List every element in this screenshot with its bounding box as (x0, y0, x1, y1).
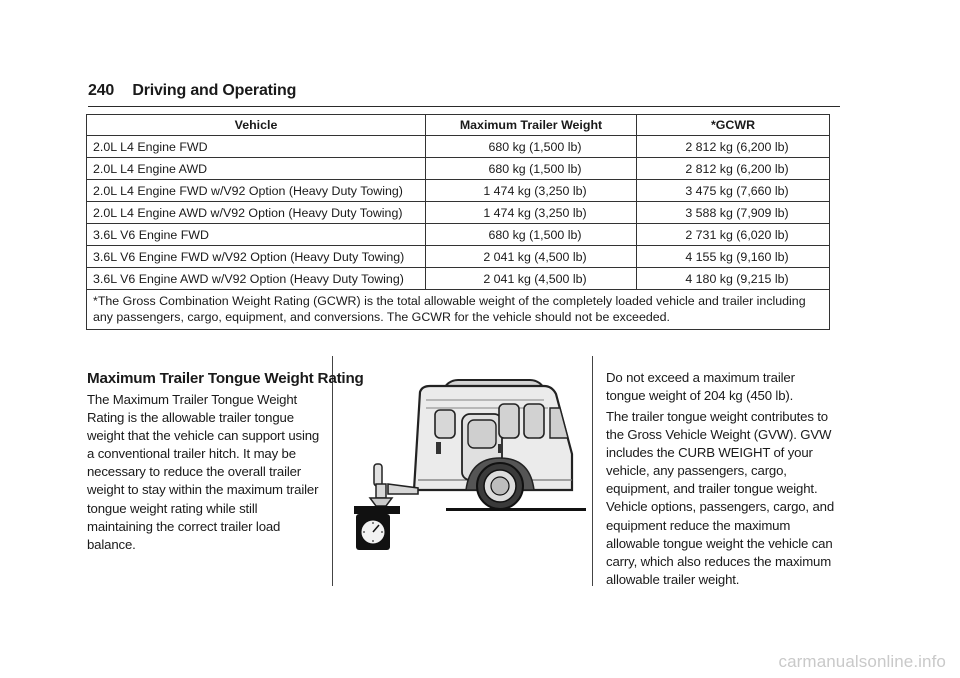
cell-vehicle: 3.6L V6 Engine FWD w/V92 Option (Heavy Duty Towing) (87, 246, 426, 268)
cell-gcwr: 3 475 kg (7,660 lb) (637, 180, 830, 202)
cell-max-trailer-weight: 2 041 kg (4,500 lb) (426, 268, 637, 290)
column-divider-left (332, 356, 333, 586)
section-title-header: Driving and Operating (132, 82, 297, 99)
cell-max-trailer-weight: 2 041 kg (4,500 lb) (426, 246, 637, 268)
table-row (87, 224, 830, 246)
cell-gcwr: 2 731 kg (6,020 lb) (637, 224, 830, 246)
table-row (87, 136, 830, 158)
cell-max-trailer-weight: 1 474 kg (3,250 lb) (426, 202, 637, 224)
right-column-paragraph-1: Do not exceed a maximum trailer tongue weight of 204 kg (450 lb). (606, 370, 795, 404)
trailer-weight-table (86, 114, 830, 330)
cell-gcwr: 4 180 kg (9,215 lb) (637, 268, 830, 290)
page-header (88, 82, 840, 107)
table-row (87, 246, 830, 268)
watermark: carmanualsonline.info (778, 652, 946, 671)
right-column-paragraph-2: The trailer tongue weight contributes to the Gross Vehicle Weight (GVW). GVW includes the CURB WEIGHT of your vehicle, any passengers, cargo, equipment, and trailer tongue weight. Vehicle options, passengers, cargo, and equipment reduce the maximum allowable tongue weight the vehicle can carry, which also reduces the maximum allowable trailer weight. (606, 409, 835, 587)
page-number: 240 (88, 82, 115, 99)
col-vehicle-header: Vehicle (87, 115, 426, 136)
cell-max-trailer-weight: 1 474 kg (3,250 lb) (426, 180, 637, 202)
column-divider-right (592, 356, 593, 586)
table-header-row (87, 115, 830, 136)
trailer-tongue-scale-icon (346, 372, 586, 562)
cell-vehicle: 2.0L L4 Engine AWD w/V92 Option (Heavy Duty Towing) (87, 202, 426, 224)
cell-gcwr: 3 588 kg (7,909 lb) (637, 202, 830, 224)
table-row (87, 202, 830, 224)
cell-gcwr: 2 812 kg (6,200 lb) (637, 158, 830, 180)
col-gcwr-header: *GCWR (637, 115, 830, 136)
cell-max-trailer-weight: 680 kg (1,500 lb) (426, 158, 637, 180)
cell-max-trailer-weight: 680 kg (1,500 lb) (426, 136, 637, 158)
cell-gcwr: 2 812 kg (6,200 lb) (637, 136, 830, 158)
table-row (87, 180, 830, 202)
table-footnote-row (87, 290, 830, 330)
cell-vehicle: 2.0L L4 Engine AWD (87, 158, 426, 180)
cell-vehicle: 3.6L V6 Engine FWD (87, 224, 426, 246)
section-heading: Maximum Trailer Tongue Weight Rating (87, 370, 364, 387)
cell-vehicle: 3.6L V6 Engine AWD w/V92 Option (Heavy Duty Towing) (87, 268, 426, 290)
left-column-paragraph: The Maximum Trailer Tongue Weight Rating is the allowable trailer tongue weight that the vehicle can support using a conventional trailer hitch. It may be necessary to reduce the overall trailer weight to stay within the maximum trailer tongue weight rating while still maintaining the correct trailer load balance. (87, 392, 320, 552)
cell-max-trailer-weight: 680 kg (1,500 lb) (426, 224, 637, 246)
table-row (87, 268, 830, 290)
gcwr-footnote: *The Gross Combination Weight Rating (GCWR) is the total allowable weight of the completely loaded vehicle and trailer including any passengers, cargo, equipment, and conversions. The GCWR for the vehicle should not be exceeded. (87, 290, 830, 330)
table-row (87, 158, 830, 180)
cell-vehicle: 2.0L L4 Engine FWD (87, 136, 426, 158)
cell-vehicle: 2.0L L4 Engine FWD w/V92 Option (Heavy Duty Towing) (87, 180, 426, 202)
col-max-trailer-weight-header: Maximum Trailer Weight (426, 115, 637, 136)
cell-gcwr: 4 155 kg (9,160 lb) (637, 246, 830, 268)
